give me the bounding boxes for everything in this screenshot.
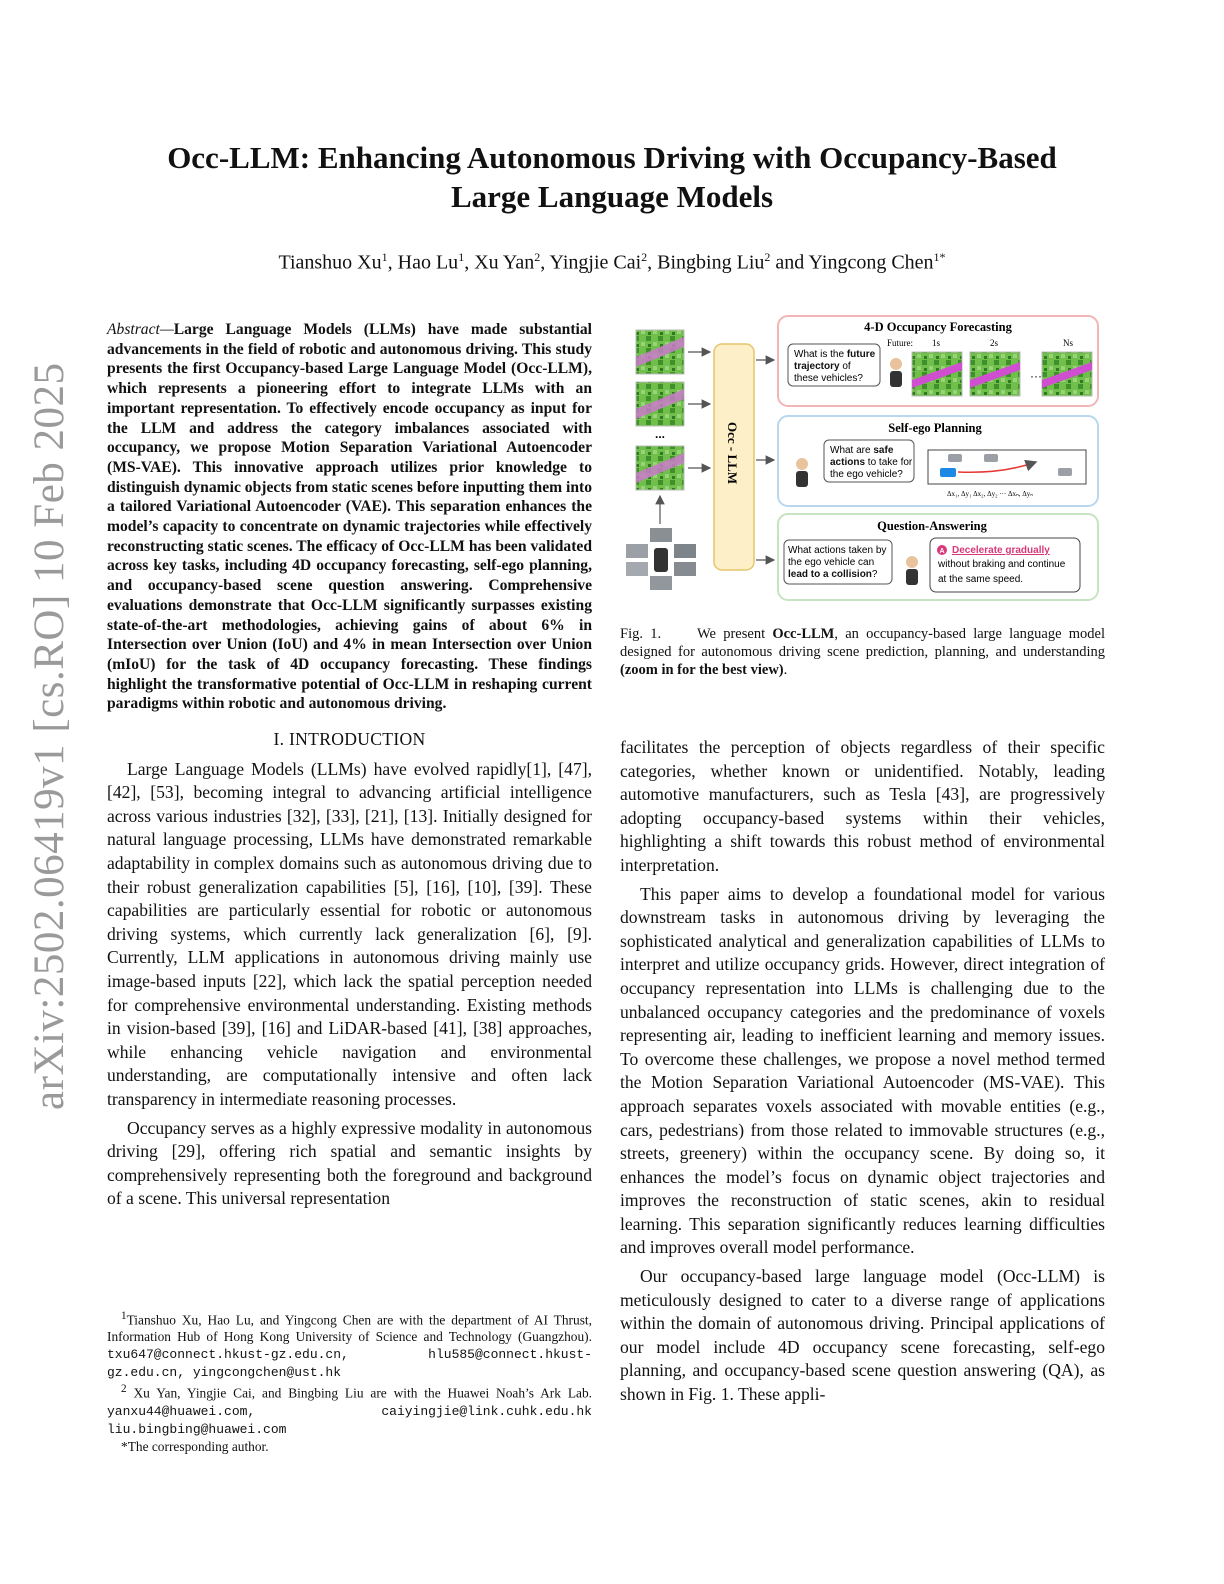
section-heading-introduction: I. INTRODUCTION [273,729,426,750]
affiliation-mark: 1 [381,250,388,264]
right-paragraph-2: This paper aims to develop a foundational model for various downstream tasks in autonomous driving by leveraging the sophisticated analytical and generalization capabilities of LLMs to interpret and utilize occupancy grids. However, direct integration of occupancy representation into LLMs is challenging due to the unbalanced occupancy categories and the predominance of voxels representing air, leading to inefficient learning and memory issues. To overcome these challenges, we propose a novel method termed the Motion Separation Variational Autoencoder (MS-VAE). This approach separates voxels associated with movable entities (e.g., cars, pedestrians) from those related to immovable structures (e.g., streets, greenery) within the occupancy scene. By doing so, it enhances the model’s focus on dynamic object trajectories and improves the reconstruction of static scenes, akin to residual learning. This separation significantly reduces learning difficulties and improves overall model performance. [620,883,1105,1258]
right-paragraph-3: Our occupancy-based large language model (Occ-LLM) is meticulously designed to cater to a diverse range of applications within the domain of autonomous driving. Principal applications of our model include 4D occupancy scene forecasting, self-ego planning, and occupancy-based scene question answering (QA), as shown in Fig. 1. These appli- [620,1266,1105,1405]
thumbnail-ellipsis: ... [654,427,666,441]
footnote-mark: 1 [121,1310,127,1322]
intro-paragraph-1: Large Language Models (LLMs) have evolved rapidly[1], [47], [42], [53], becoming integral to advancing artificial intelligence across various industries [32], [33], [21], [13]. Initially designed for natural language processing, LLMs have demonstrated remarkable adaptability in complex domains such as autonomous driving due to their robust generalization capabilities [5], [16], [10], [39]. These capabilities are particularly essential for robotic or autonomous driving systems, which currently lack generalization [6], [9]. Currently, LLM applications in autonomous driving mainly use image-based inputs [22], which lack the spatial perception needed for comprehensive environmental understanding. Existing methods in vision-based [39], [16] and LiDAR-based [41], [38] approaches, while enhancing vehicle navigation and environmental understanding, are computationally intensive and often lack transparency in intermediate reasoning processes. [107,758,592,1109]
frames-ellipsis: ··· [1030,369,1042,383]
right-column [620,736,1105,1412]
ego-vehicle-icon [940,468,956,477]
footnote-emails: txu647@connect.hkust-gz.edu.cn, hlu585@connect.hkust-gz.edu.cn, yingcongchen@ust.hk [107,1347,592,1381]
answer-highlight: Decelerate gradually [952,545,1050,556]
bubble-line: actions to take for [830,457,913,468]
intro-paragraph-2: Occupancy serves as a highly expressive modality in autonomous driving [29], offering rich spatial and semantic insights by comprehensively representing both the foreground and background of a scene. This universal representation [107,1117,592,1209]
caption-label: Fig. 1. [620,626,662,642]
affiliation-mark: 2 [534,250,541,264]
panel-title: Question-Answering [877,519,987,533]
waypoint-deltas: Δx₁, Δy₁ Δx₂, Δy₂ ··· Δxₙ, Δyₙ [947,490,1034,498]
caption-text: . [783,662,788,678]
affiliation-mark: 2 [641,250,648,264]
bubble-line: What actions taken by [788,545,887,556]
author-name: Yingjie Cai [549,251,642,274]
arxiv-identifier-stamp: arXiv:2502.06419v1 [cs.RO] 10 Feb 2025 [26,362,73,1110]
abstract [107,320,592,714]
author-name: Bingbing Liu [657,251,765,274]
figure-caption [620,625,1105,679]
occ-llm-label: Occ - LLM [725,422,740,485]
footnote-text: Tianshuo Xu, Hao Lu, and Yingcong Chen are with the department of AI Thrust, Information Hub of Hong Kong University of Science and Technology (Guangzhou). [107,1312,592,1345]
abstract-dash: — [159,321,174,338]
footnote-2 [107,1381,592,1437]
bubble-line: the ego vehicle? [830,469,903,480]
input-occupancy-thumbnails [636,330,684,490]
panel-title: Self-ego Planning [888,421,982,435]
author-conjunction: and [775,251,805,274]
panel-title: 4-D Occupancy Forecasting [864,320,1012,334]
time-label: Ns [1062,338,1074,348]
caption-text: We present [697,626,773,642]
author-name: Xu Yan [474,251,535,274]
bubble-line: What is the future [794,349,876,360]
answer-line: at the same speed. [938,574,1024,585]
right-paragraph-1: facilitates the perception of objects regardless of their specific categories, whether known or unidentified. Notably, leading automotive manufacturers, such as Tesla [43], are progressively adopting occupancy-based systems within their vehicles, highlighting a shift towards this robust method of environmental interpretation. [620,737,1105,875]
author-name: Tianshuo Xu [278,251,382,274]
camera-views-cluster [626,528,696,590]
footnote-1 [107,1308,592,1381]
person-icon [906,556,918,568]
vehicle-icon [948,454,962,462]
bubble-line: What are safe [830,445,894,456]
title-line-2: Large Language Models [450,179,774,214]
caption-bold: Occ-LLM [772,626,835,642]
ego-car-icon [654,548,668,572]
author-name: Yingcong Chen [808,251,934,274]
answer-badge-letter: A [939,548,945,555]
answer-line: without braking and continue [938,559,1066,570]
bubble-line: these vehicles? [794,373,863,384]
footnotes [107,1308,592,1455]
title-line-1: Occ-LLM: Enhancing Autonomous Driving with Occupancy-Based [167,140,1057,175]
footnote-text: Xu Yan, Yingjie Cai, and Bingbing Liu are with the Huawei Noah’s Ark Lab. [133,1385,592,1401]
person-icon [796,458,808,470]
time-label: 2s [989,338,999,348]
bubble-line: trajectory of [794,361,851,372]
person-icon [890,358,902,370]
author-list: Tianshuo Xu$^1$, Hao Lu$^1$, Xu Yan$^2$, Yingjie Cai$^2$, Bingbing Liu$^2$ and Yingcong Chen$^{1*}$ [278,250,946,274]
affiliation-mark: 1* [933,250,946,264]
affiliation-mark: 2 [764,250,771,264]
bubble-line: lead to a collision? [788,569,878,580]
author-name: Hao Lu [397,251,459,274]
footnote-mark: 2 [121,1383,127,1396]
future-label: Future: [887,338,913,348]
footnote-3: *The corresponding author. [121,1438,269,1454]
vehicle-icon [1058,468,1072,476]
bubble-line: the ego vehicle can [788,557,875,568]
paper-title [100,138,1124,216]
time-label: 1s [931,338,941,348]
left-column [107,320,592,1216]
abstract-label: Abstract [107,321,160,338]
footnote-emails: yanxu44@huawei.com, caiyingjie@link.cuhk.edu.hk liu.bingbing@huawei.com [107,1403,592,1437]
figure-1-diagram [622,312,1102,604]
affiliation-mark: 1 [458,250,465,264]
vehicle-icon [984,454,998,462]
caption-text: , an occupancy-based large language model designed for autonomous driving scene prediction, planning, and understanding [620,626,1105,660]
abstract-text: Large Language Models (LLMs) have made substantial advancements in the field of robotic and autonomous driving. This study presents the first Occupancy-based Large Language Model (Occ-LLM), which represents a pioneering effort to integrate LLMs with an important representation. To effectively encode occupancy as input for the LLM and address the category imbalances associated with occupancy, we propose Motion Separation Variational Autoencoder (MS-VAE). This innovative approach utilizes prior knowledge to distinguish dynamic objects from static scenes before inputting them into a tailored Variational Autoencoder (VAE). This separation enhances the model’s capacity to concentrate on dynamic trajectories while effectively reconstructing static scenes. The efficacy of Occ-LLM has been validated across key tasks, including 4D occupancy forecasting, self-ego planning, and occupancy-based scene question answering. Comprehensive evaluations demonstrate that Occ-LLM significantly surpasses existing state-of-the-art methodologies, achieving gains of about 6% in Intersection over Union (IoU) and 4% in mean Intersection over Union (mIoU) for the task of 4D occupancy forecasting. These findings highlight the transformative potential of Occ-LLM in reshaping current paradigms within robotic and autonomous driving. [107,321,592,713]
caption-bold: (zoom in for the best view) [620,662,784,678]
